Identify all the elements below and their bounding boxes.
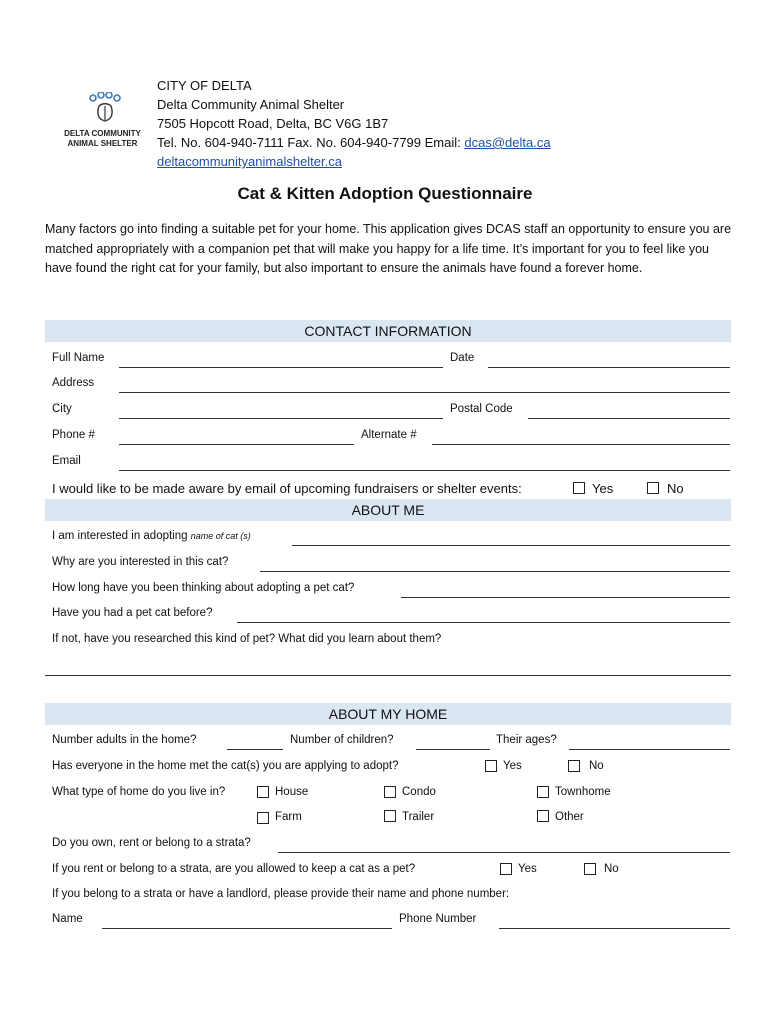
paw-logo-icon <box>85 92 125 126</box>
why-interested-field[interactable] <box>260 571 730 572</box>
children-field[interactable] <box>416 749 490 750</box>
adults-field[interactable] <box>227 749 283 750</box>
fundraiser-question: I would like to be made aware by email of upcoming fundraisers or shelter events: <box>52 481 522 496</box>
researched-field[interactable] <box>45 675 731 676</box>
own-rent-field[interactable] <box>278 852 730 853</box>
about-home-section-heading: ABOUT MY HOME <box>45 703 731 725</box>
shelter-name: Delta Community Animal Shelter <box>157 97 345 112</box>
trailer-checkbox[interactable] <box>384 810 396 822</box>
fundraiser-no-label: No <box>667 481 684 496</box>
townhome-label: Townhome <box>555 786 611 798</box>
landlord-phone-field[interactable] <box>499 928 730 929</box>
contact-line <box>157 133 551 152</box>
phone-label: Phone # <box>52 429 95 441</box>
farm-label: Farm <box>275 811 302 823</box>
adults-label: Number adults in the home? <box>52 734 197 746</box>
logo-text-line1: DELTA COMMUNITY <box>64 129 141 138</box>
alternate-phone-field[interactable] <box>432 444 730 445</box>
trailer-label: Trailer <box>402 811 435 823</box>
fundraiser-no-checkbox[interactable] <box>647 482 659 494</box>
page-title: Cat & Kitten Adoption Questionnaire <box>237 184 533 203</box>
postal-code-label: Postal Code <box>450 403 513 415</box>
researched-label: If not, have you researched this kind of pet? What did you learn about them? <box>52 633 442 645</box>
other-label: Other <box>555 811 584 823</box>
shelter-address: 7505 Hopcott Road, Delta, BC V6G 1B7 <box>157 116 389 131</box>
city-field[interactable] <box>119 418 443 419</box>
postal-code-field[interactable] <box>528 418 730 419</box>
landlord-phone-label: Phone Number <box>399 913 477 925</box>
allowed-yes-label: Yes <box>518 863 537 875</box>
allowed-cat-label: If you rent or belong to a strata, are you allowed to keep a cat as a pet? <box>52 863 416 875</box>
how-long-field[interactable] <box>401 597 730 598</box>
contact-phones: Tel. No. 604-940-7111 Fax. No. 604-940-7799 Email: <box>157 135 465 150</box>
address-field[interactable] <box>119 392 730 393</box>
fundraiser-yes-label: Yes <box>592 481 614 496</box>
house-checkbox[interactable] <box>257 786 269 798</box>
ages-label: Their ages? <box>496 734 557 746</box>
landlord-name-field[interactable] <box>102 928 392 929</box>
full-name-field[interactable] <box>119 367 443 368</box>
about-me-section-heading: ABOUT ME <box>45 499 731 521</box>
email-label: Email <box>52 455 81 467</box>
allowed-yes-checkbox[interactable] <box>500 863 512 875</box>
how-long-label: How long have you been thinking about adopting a pet cat? <box>52 582 355 594</box>
house-label: House <box>275 786 309 798</box>
met-cat-no-checkbox[interactable] <box>568 760 580 772</box>
full-name-label: Full Name <box>52 352 105 364</box>
adopting-question <box>52 530 251 542</box>
condo-label: Condo <box>402 786 436 798</box>
townhome-checkbox[interactable] <box>537 786 549 798</box>
condo-checkbox[interactable] <box>384 786 396 798</box>
logo <box>55 92 150 154</box>
met-cat-no-label: No <box>589 760 604 772</box>
met-cat-yes-label: Yes <box>503 760 522 772</box>
org-name: CITY OF DELTA <box>157 78 252 93</box>
adopting-label: I am interested in adopting <box>52 530 188 542</box>
fundraiser-yes-checkbox[interactable] <box>573 482 585 494</box>
address-label: Address <box>52 377 95 389</box>
date-label: Date <box>450 352 475 364</box>
adopting-hint: name of cat (s) <box>190 531 251 541</box>
intro-paragraph: Many factors go into finding a suitable pet for your home. This application gives DCAS staff an opportunity to ensure you are matched appropriately with a companion pet that will make you happy for a life time. It’s important for you to feel like you have found the right cat for your family, but also important to ensure the animals have found a forever home. <box>45 222 732 275</box>
phone-field[interactable] <box>119 444 354 445</box>
website-link[interactable]: deltacommunityanimalshelter.ca <box>157 154 342 169</box>
email-link[interactable]: dcas@delta.ca <box>464 135 551 150</box>
landlord-name-label: Name <box>52 913 83 925</box>
own-rent-label: Do you own, rent or belong to a strata? <box>52 837 251 849</box>
allowed-no-checkbox[interactable] <box>584 863 596 875</box>
landlord-label: If you belong to a strata or have a landlord, please provide their name and phone number: <box>52 888 510 900</box>
alternate-phone-label: Alternate # <box>361 429 417 441</box>
farm-checkbox[interactable] <box>257 812 269 824</box>
children-label: Number of children? <box>290 734 394 746</box>
home-type-label: What type of home do you live in? <box>52 786 226 798</box>
ages-field[interactable] <box>569 749 730 750</box>
city-label: City <box>52 403 72 415</box>
email-field[interactable] <box>119 470 730 471</box>
had-cat-label: Have you had a pet cat before? <box>52 607 213 619</box>
adopting-field[interactable] <box>292 545 730 546</box>
met-cat-label: Has everyone in the home met the cat(s) you are applying to adopt? <box>52 760 399 772</box>
why-interested-label: Why are you interested in this cat? <box>52 556 229 568</box>
date-field[interactable] <box>488 367 730 368</box>
met-cat-yes-checkbox[interactable] <box>485 760 497 772</box>
allowed-no-label: No <box>604 863 619 875</box>
other-checkbox[interactable] <box>537 810 549 822</box>
had-cat-field[interactable] <box>237 622 730 623</box>
contact-section-heading: CONTACT INFORMATION <box>45 320 731 342</box>
logo-text-line2: ANIMAL SHELTER <box>67 139 138 148</box>
